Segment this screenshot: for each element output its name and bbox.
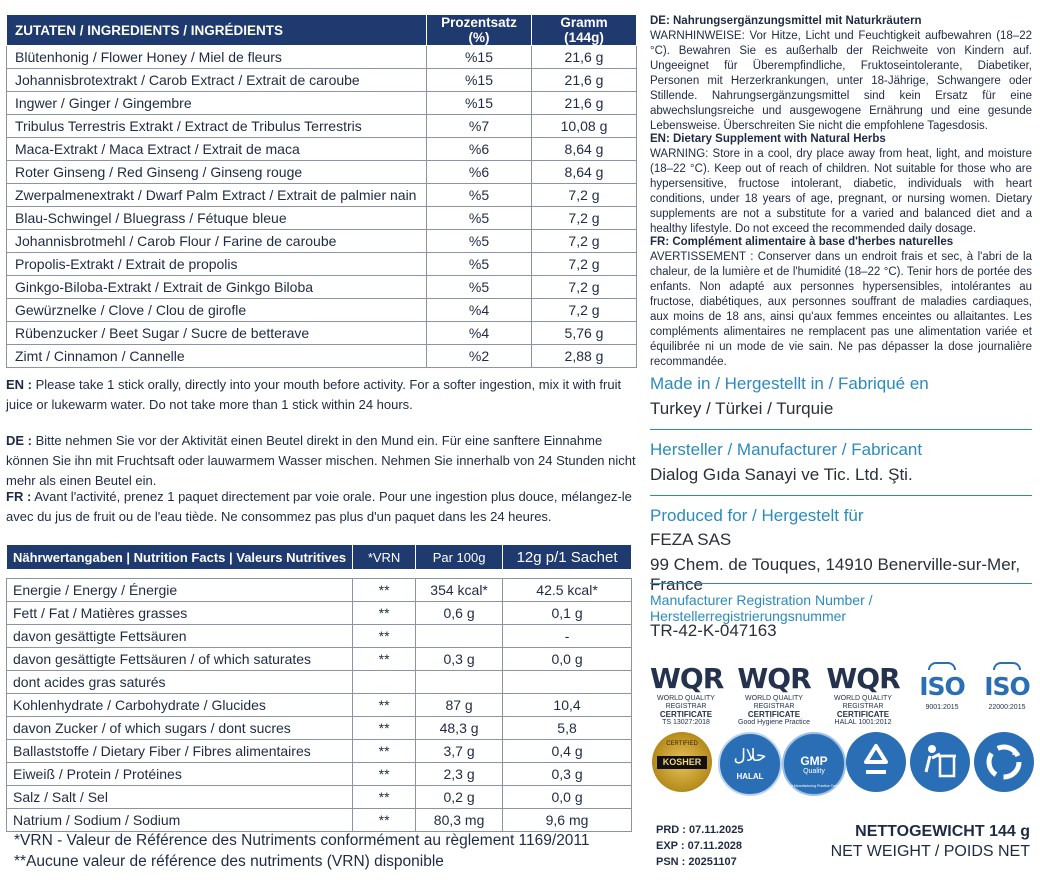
- nutrient-name: davon Zucker / of which sugars / dont sucres: [7, 717, 353, 740]
- ingredient-row: [7, 161, 637, 184]
- ingredient-row: [7, 345, 637, 368]
- bin-disposal-icon: [910, 732, 970, 792]
- ingredient-percent: %5: [427, 184, 532, 207]
- ingredient-name: Ingwer / Ginger / Gingembre: [7, 92, 427, 115]
- net-weight: [831, 822, 1030, 862]
- warning-de-text: WARNHINWEISE: Vor Hitze, Licht und Feuchtigkeit aufbewahren (18–22 °C). Bewahren Sie es außerhalb der Reichweite von Kindern auf. Ungeeignet für Überempfindliche, Fruktoseintolerante, Diabetiker, Personen mit Herzerkrankungen, unter 18-Jährige, Schwangere oder Stillende. Nahrungsergänzungsmittel sind kein Ersatz für eine abwechslungsreiche und ausgewogene Ernährung und eine gesunde Lebensweise. Überschreiten Sie nicht die empfohlene Tagesdosis.: [650, 30, 1032, 132]
- exp-label: EXP :: [656, 840, 685, 852]
- nutrient-name: Kohlenhydrate / Carbohydrate / Glucides: [7, 694, 353, 717]
- warning-fr: [650, 235, 1032, 370]
- nutrient-sachet: 0,0 g: [503, 786, 632, 809]
- wqr-sub: CERTIFICATE: [747, 710, 801, 719]
- ingredient-gram: 21,6 g: [532, 69, 637, 92]
- gmp-label: GMP: [800, 754, 828, 768]
- ingredient-percent: %6: [427, 138, 532, 161]
- nutrient-vrn: **: [353, 648, 416, 671]
- prd-line: [656, 822, 743, 838]
- nutrient-name: Natrium / Sodium / Sodium: [7, 809, 353, 832]
- gmp-ring-text: Good Manufacturing Practice Certified: [784, 784, 844, 788]
- nutrient-vrn: **: [353, 579, 416, 602]
- ingredient-gram: 10,08 g: [532, 115, 637, 138]
- iso-logo: ISO: [919, 672, 965, 701]
- nutrient-per100: 3,7 g: [416, 740, 503, 763]
- net-weight-line2: NET WEIGHT / POIDS NET: [830, 843, 1030, 860]
- nutrient-sachet: 42.5 kcal*: [503, 579, 632, 602]
- nutrient-vrn: **: [353, 809, 416, 832]
- nutrition-row: [7, 786, 632, 809]
- nutrient-vrn: **: [353, 602, 416, 625]
- wqr-sub: WORLD QUALITY REGISTRAR: [657, 695, 715, 710]
- gmp-badge: [782, 732, 846, 796]
- ingredient-name: Zimt / Cinnamon / Cannelle: [7, 345, 427, 368]
- iso-standard: 9001:2015: [925, 704, 959, 711]
- ingredients-col-percent: Prozentsatz (%): [427, 15, 532, 46]
- ingredient-row: [7, 230, 637, 253]
- ingredient-percent: %15: [427, 92, 532, 115]
- wqr-logo: WQR: [737, 662, 811, 695]
- made-in-label: Made in / Hergestellt in / Fabriqué en: [650, 374, 929, 393]
- ingredient-percent: %4: [427, 322, 532, 345]
- ingredient-gram: 7,2 g: [532, 253, 637, 276]
- nutrient-per100: 87 g: [416, 694, 503, 717]
- ingredient-name: Maca-Extrakt / Maca Extract / Extrait de maca: [7, 138, 427, 161]
- ingredient-row: [7, 253, 637, 276]
- iso-certificate-2: [980, 662, 1034, 712]
- nutrient-sachet: 9,6 mg: [503, 809, 632, 832]
- iso-certificate-1: [916, 662, 968, 712]
- ingredient-gram: 7,2 g: [532, 184, 637, 207]
- ingredient-gram: 7,2 g: [532, 276, 637, 299]
- iso-logo: ISO: [984, 672, 1030, 701]
- nutrition-footnote-1: *VRN - Valeur de Référence des Nutriments conformément au règlement 1169/2011: [14, 832, 590, 849]
- wqr-logo: WQR: [650, 662, 724, 695]
- nutrient-sachet: 0,1 g: [503, 602, 632, 625]
- nutrient-sachet: 5,8: [503, 717, 632, 740]
- produced-for-name: FEZA SAS: [650, 530, 732, 549]
- ingredient-percent: %15: [427, 46, 532, 69]
- nutrient-per100: 0,6 g: [416, 602, 503, 625]
- nutrient-per100: 80,3 mg: [416, 809, 503, 832]
- usage-fr-text: Avant l'activité, prenez 1 paquet directement par voie orale. Pour une ingestion plus douce, mélangez-le avec du jus de fruit ou de l'eau tiède. Ne consommez pas plus d'un paquet dans les 24 heures.: [6, 489, 632, 524]
- nutrient-per100: 354 kcal*: [416, 579, 503, 602]
- registration-number: TR-42-K-047163: [650, 621, 777, 640]
- net-weight-line1: NETTOGEWICHT 144 g: [855, 823, 1030, 840]
- nutrition-row: [7, 694, 632, 717]
- ingredient-gram: 7,2 g: [532, 299, 637, 322]
- kosher-badge: [652, 732, 712, 792]
- prd-label: PRD :: [656, 824, 686, 836]
- wqr-sub: HALAL 1001:2012: [834, 719, 892, 726]
- usage-fr-label: FR :: [6, 489, 32, 504]
- usage-en: [6, 375, 636, 415]
- nutrition-row: [7, 648, 632, 671]
- prd-value: 07.11.2025: [689, 824, 744, 836]
- ingredient-percent: %5: [427, 230, 532, 253]
- ingredient-gram: 7,2 g: [532, 230, 637, 253]
- registration-label: Manufacturer Registration Number / Herstellerregistrierungsnummer: [650, 592, 873, 624]
- divider: [650, 429, 1032, 430]
- nutrition-table: [6, 544, 632, 832]
- production-dates: [656, 822, 743, 870]
- usage-de-text: Bitte nehmen Sie vor der Aktivität einen Beutel direkt in den Mund ein. Für eine sanftere Einnahme können Sie ihn mit Fruchtsaft oder lauwarmem Wasser mischen. Nehmen Sie innerhalb von 24 Stunden nicht mehr als einen Beutel ein.: [6, 433, 636, 488]
- nutrient-sachet: 0,3 g: [503, 763, 632, 786]
- wqr-sub: TS 13027:2018: [662, 719, 710, 726]
- ingredient-percent: %7: [427, 115, 532, 138]
- warning-de-title: DE: Nahrungsergänzungsmittel mit Naturkräutern: [650, 15, 922, 27]
- usage-fr: [6, 487, 636, 527]
- iso-arc-icon: [928, 662, 956, 670]
- manufacturer-label: Hersteller / Manufacturer / Fabricant: [650, 440, 923, 459]
- ingredient-name: Roter Ginseng / Red Ginseng / Ginseng rouge: [7, 161, 427, 184]
- ingredient-row: [7, 184, 637, 207]
- nutrient-per100: [416, 625, 503, 648]
- nutrition-col-name: Nährwertangaben | Nutrition Facts | Valeurs Nutritives: [7, 545, 353, 570]
- nutrition-row: [7, 740, 632, 763]
- halal-badge: [718, 732, 782, 796]
- ingredient-name: Gewürznelke / Clove / Clou de girofle: [7, 299, 427, 322]
- mobius-loop-icon: [974, 732, 1034, 792]
- nutrient-name: Ballaststoffe / Dietary Fiber / Fibres alimentaires: [7, 740, 353, 763]
- ingredient-percent: %5: [427, 253, 532, 276]
- ingredient-gram: 5,76 g: [532, 322, 637, 345]
- nutrition-col-vrn: *VRN: [353, 545, 416, 570]
- psn-label: PSN :: [656, 856, 686, 868]
- nutrient-vrn: [353, 671, 416, 694]
- nutrition-row: [7, 763, 632, 786]
- ingredient-gram: 8,64 g: [532, 161, 637, 184]
- nutrient-vrn: **: [353, 625, 416, 648]
- iso-standard: 22000:2015: [988, 704, 1026, 711]
- nutrient-per100: [416, 671, 503, 694]
- kosher-label: KOSHER: [657, 756, 707, 769]
- halal-label: HALAL: [736, 772, 764, 781]
- warning-de: [650, 14, 1032, 134]
- wqr-certificate-3: [826, 662, 900, 727]
- nutrient-name: davon gesättigte Fettsäuren: [7, 625, 353, 648]
- produced-for-address: 99 Chem. de Touques, 14910 Benerville-sur-Mer, France: [650, 555, 1021, 594]
- nutrient-name: Fett / Fat / Matières grasses: [7, 602, 353, 625]
- nutrition-row: [7, 602, 632, 625]
- ingredient-percent: %15: [427, 69, 532, 92]
- exp-value: 07.11.2028: [687, 840, 743, 852]
- wqr-sub: CERTIFICATE: [836, 710, 890, 719]
- wqr-sub: Good Hygiene Practice: [738, 719, 810, 726]
- divider: [650, 495, 1032, 496]
- ingredient-name: Johannisbrotmehl / Carob Flour / Farine de caroube: [7, 230, 427, 253]
- gmp-sub: Quality: [803, 768, 825, 775]
- usage-en-label: EN :: [6, 377, 32, 392]
- ingredients-col-name: ZUTATEN / INGREDIENTS / INGRÉDIENTS: [7, 15, 427, 46]
- usage-de: [6, 431, 636, 491]
- nutrition-col-sachet: 12g p/1 Sachet: [503, 545, 632, 570]
- nutrient-sachet: 0,0 g: [503, 648, 632, 671]
- ingredient-row: [7, 46, 637, 69]
- ingredient-row: [7, 276, 637, 299]
- nutrient-name: dont acides gras saturés: [7, 671, 353, 694]
- ingredient-gram: 21,6 g: [532, 92, 637, 115]
- nutrition-header-row: [7, 545, 632, 570]
- divider: [650, 583, 1032, 584]
- ingredient-name: Blau-Schwingel / Bluegrass / Fétuque bleue: [7, 207, 427, 230]
- ingredient-name: Tribulus Terrestris Extrakt / Extract de Tribulus Terrestris: [7, 115, 427, 138]
- wqr-sub: WORLD QUALITY REGISTRAR: [745, 695, 803, 710]
- wqr-certificate-2: [737, 662, 811, 727]
- nutrient-vrn: **: [353, 786, 416, 809]
- ingredients-header-row: [7, 15, 637, 46]
- warning-en-text: WARNING: Store in a cool, dry place away from heat, light, and moisture (18–22 °C). Keep out of reach of children. Not suitable for those who are hypersensitive, fructose intolerant, diabetic, individuals with heart conditions, under 18 years of age, pregnant, or nursing women. Dietary supplements are not a substitute for a varied and balanced diet and a healthy lifestyle. Do not exceed the recommended daily dosage.: [650, 148, 1032, 235]
- nutrient-name: Energie / Energy / Énergie: [7, 579, 353, 602]
- nutrition-row: [7, 671, 632, 694]
- produced-for-label: Produced for / Hergestelt für: [650, 506, 864, 525]
- ingredient-name: Ginkgo-Biloba-Extrakt / Extrait de Ginkgo Biloba: [7, 276, 427, 299]
- nutrient-name: Eiweiß / Protein / Protéines: [7, 763, 353, 786]
- ingredient-name: Propolis-Extrakt / Extrait de propolis: [7, 253, 427, 276]
- nutrient-vrn: **: [353, 740, 416, 763]
- ingredient-row: [7, 138, 637, 161]
- spacer-row: [7, 570, 632, 579]
- ingredient-gram: 2,88 g: [532, 345, 637, 368]
- ingredient-row: [7, 115, 637, 138]
- ingredient-row: [7, 69, 637, 92]
- warning-fr-title: FR: Complément alimentaire à base d'herbes naturelles: [650, 236, 954, 248]
- nutrient-per100: 48,3 g: [416, 717, 503, 740]
- ingredient-gram: 7,2 g: [532, 207, 637, 230]
- psn-value: 20251107: [688, 856, 737, 868]
- nutrient-per100: 2,3 g: [416, 763, 503, 786]
- psn-line: [656, 854, 743, 870]
- nutrient-sachet: -: [503, 625, 632, 648]
- ingredient-row: [7, 207, 637, 230]
- warning-en: [650, 132, 1032, 237]
- usage-en-text: Please take 1 stick orally, directly into your mouth before activity. For a softer ingestion, mix it with fruit juice or lukewarm water. Do not take more than 1 stick within 24 hours.: [6, 377, 622, 412]
- ingredient-gram: 8,64 g: [532, 138, 637, 161]
- ingredient-percent: %5: [427, 207, 532, 230]
- nutrient-name: Salz / Salt / Sel: [7, 786, 353, 809]
- nutrient-vrn: **: [353, 763, 416, 786]
- exp-line: [656, 838, 743, 854]
- nutrient-vrn: **: [353, 717, 416, 740]
- nutrition-row: [7, 717, 632, 740]
- ingredient-row: [7, 322, 637, 345]
- wqr-certificate-1: [650, 662, 722, 727]
- usage-de-label: DE :: [6, 433, 32, 448]
- nutrient-name: davon gesättigte Fettsäuren / of which saturates: [7, 648, 353, 671]
- halal-arabic: حلال: [733, 746, 767, 766]
- nutrition-footnote-2: **Aucune valeur de référence des nutriments (VRN) disponible: [14, 853, 444, 870]
- made-in-value: Turkey / Türkei / Turquie: [650, 399, 834, 418]
- ingredient-name: Rübenzucker / Beet Sugar / Sucre de betterave: [7, 322, 427, 345]
- ingredient-row: [7, 92, 637, 115]
- ingredient-name: Blütenhonig / Flower Honey / Miel de fleurs: [7, 46, 427, 69]
- warning-en-title: EN: Dietary Supplement with Natural Herbs: [650, 133, 886, 145]
- iso-arc-icon: [993, 662, 1021, 670]
- nutrition-row: [7, 625, 632, 648]
- nutrient-per100: 0,2 g: [416, 786, 503, 809]
- nutrient-sachet: [503, 671, 632, 694]
- nutrition-col-per100: Par 100g: [416, 545, 503, 570]
- ingredient-percent: %6: [427, 161, 532, 184]
- nutrient-sachet: 0,4 g: [503, 740, 632, 763]
- ingredient-gram: 21,6 g: [532, 46, 637, 69]
- kosher-badge-top: CERTIFIED: [666, 741, 698, 747]
- nutrient-sachet: 10,4: [503, 694, 632, 717]
- warning-fr-text: AVERTISSEMENT : Conserver dans un endroit frais et sec, à l'abri de la chaleur, de la lumière et de l'humidité (18–22 °C). Tenir hors de portée des enfants. Non adapté aux personnes hypersensibles, intolérantes au fructose, diabétiques, aux personnes souffrant de maladies cardiaques, aux moins de 18 ans, ainsi qu'aux femmes enceintes ou allaitantes. Les compléments alimentaires ne remplacent pas une alimentation variée et équilibrée ni un mode de vie sain. Ne pas dépasser la dose journalière recommandée.: [650, 251, 1032, 368]
- wqr-logo: WQR: [826, 662, 900, 695]
- nutrition-row: [7, 579, 632, 602]
- ingredient-row: [7, 299, 637, 322]
- nutrition-row: [7, 809, 632, 832]
- ingredients-table: [6, 14, 637, 368]
- wqr-sub: WORLD QUALITY REGISTRAR: [834, 695, 892, 710]
- ingredient-percent: %4: [427, 299, 532, 322]
- recycle-icon: [846, 732, 906, 792]
- manufacturer-value: Dialog Gıda Sanayi ve Tic. Ltd. Şti.: [650, 465, 913, 484]
- ingredients-col-gram: Gramm (144g): [532, 15, 637, 46]
- ingredient-percent: %5: [427, 276, 532, 299]
- nutrient-vrn: **: [353, 694, 416, 717]
- nutrient-per100: 0,3 g: [416, 648, 503, 671]
- ingredient-name: Zwerpalmenextrakt / Dwarf Palm Extract / Extrait de palmier nain: [7, 184, 427, 207]
- ingredient-name: Johannisbrotextrakt / Carob Extract / Extrait de caroube: [7, 69, 427, 92]
- wqr-sub: CERTIFICATE: [659, 710, 713, 719]
- ingredient-percent: %2: [427, 345, 532, 368]
- spacer: [7, 570, 632, 579]
